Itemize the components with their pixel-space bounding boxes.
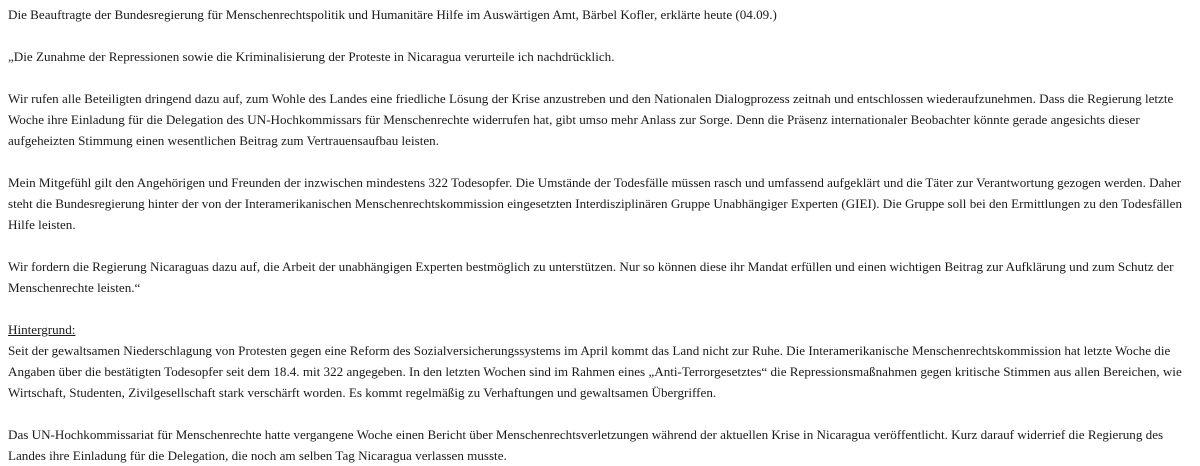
quote-paragraph-4: Wir fordern die Regierung Nicaraguas dazu auf, die Arbeit der unabhängigen Experten bestmöglich zu unterstützen. Nur so können diese ihr Mandat erfüllen und einen wichtigen Beitrag zur Aufklärung und zum Schutz der Menschenrechte leisten.“ <box>8 259 1174 295</box>
quote-paragraph-2: Wir rufen alle Beteiligten dringend dazu auf, zum Wohle des Landes eine friedliche Lösung der Krise anzustreben und den Nationalen Dialogprozess zeitnah und entschlossen wiederaufzunehmen. Dass die Regierung letzte Woche ihre Einladung für die Delegation des UN-Hochkommissars für Menschenrechte widerrufen hat, gibt umso mehr Anlass zur Sorge. Denn die Präsenz internationaler Beobachter könnte gerade angesichts dieser aufgeheizten Stimmung einen wesentlichen Beitrag zum Vertrauensaufbau leisten. <box>8 91 1174 148</box>
quote-paragraph-3: Mein Mitgefühl gilt den Angehörigen und Freunden der inzwischen mindestens 322 Todesopfer. Die Umstände der Todesfälle müssen rasch und umfassend aufgeklärt und die Täter zur Verantwortung gezogen werden. Daher steht die Bundesregierung hinter der von der Interamerikanischen Menschenrechtskommission eingesetzten Interdisziplinären Gruppe Unabhängiger Experten (GIEI). Die Gruppe soll bei den Ermittlungen zu den Todesfällen Hilfe leisten. <box>8 175 1182 232</box>
background-paragraph-2: Das UN-Hochkommissariat für Menschenrechte hatte vergangene Woche einen Bericht über Menschenrechtsverletzungen während der aktuellen Krise in Nicaragua veröffentlicht. Kurz darauf widerrief die Regierung des Landes ihre Einladung für die Delegation, die noch am selben Tag Nicaragua verlassen musste. <box>8 427 1164 463</box>
quote-paragraph-1: „Die Zunahme der Repressionen sowie die Kriminalisierung der Proteste in Nicaragua verurteile ich nachdrücklich. <box>8 49 615 64</box>
background-paragraph-1: Seit der gewaltsamen Niederschlagung von Protesten gegen eine Reform des Sozialversicherungssystems im April kommt das Land nicht zur Ruhe. Die Interamerikanische Menschenrechtskommission hat letzte Woche die Angaben über die bestätigten Todesopfer seit dem 18.4. mit 322 angegeben. In den letzten Wochen sind im Rahmen eines „Anti-Terrorgesetztes“ die Repressionsmaßnahmen gegen kritische Stimmen aus allen Bereichen, wie Wirtschaft, Studenten, Zivilgesellschaft stark verschärft worden. Es kommt regelmäßig zu Verhaftungen und gewaltsamen Übergriffen. <box>8 343 1182 400</box>
intro-paragraph: Die Beauftragte der Bundesregierung für Menschenrechtspolitik und Humanitäre Hilfe im Auswärtigen Amt, Bärbel Kofler, erklärte heute (04.09.) <box>8 7 777 22</box>
background-heading: Hintergrund: <box>8 322 76 337</box>
